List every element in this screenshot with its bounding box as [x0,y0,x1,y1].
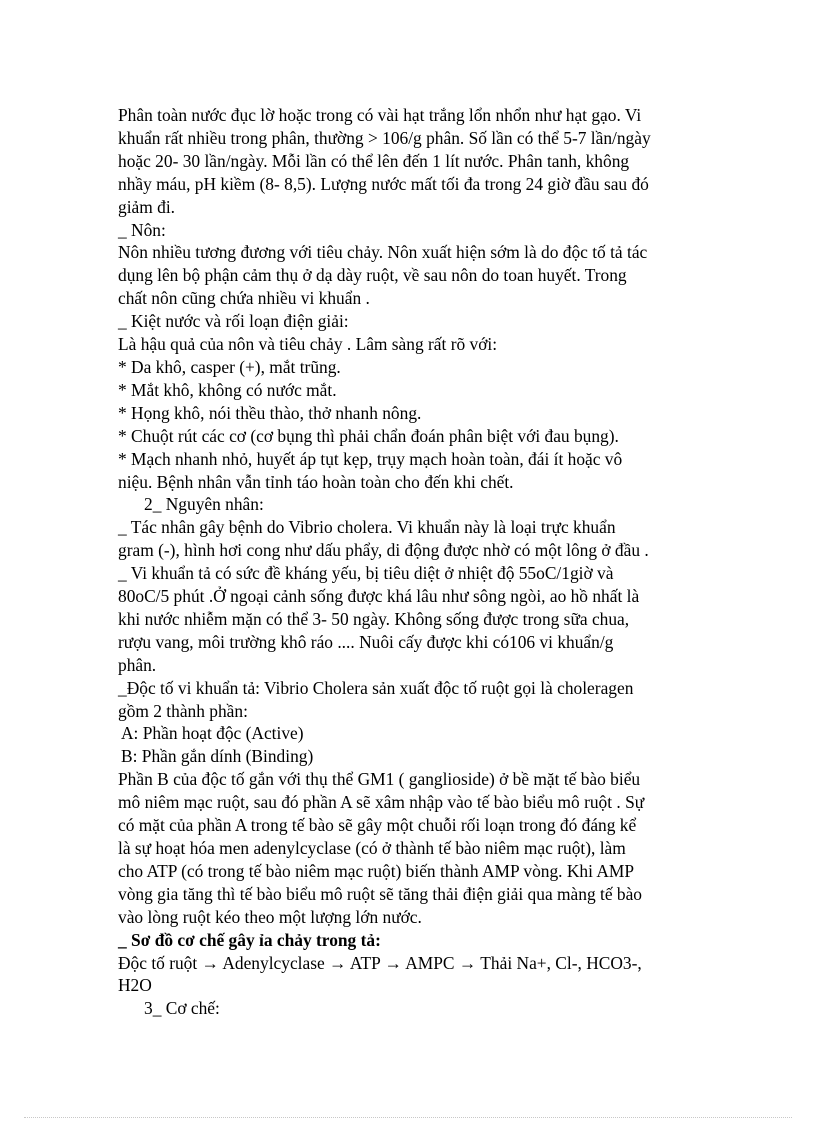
bullet-item: * Chuột rút các cơ (cơ bụng thì phải chẩn đoán phân biệt với đau bụng). [118,425,619,446]
text-line: vào lòng ruột kéo theo một lượng lớn nước. [118,906,422,927]
text-line: vòng gia tăng thì tế bào biểu mô ruột sẽ tăng thải điện giải qua màng tế bào [118,883,643,904]
text-line: là sự hoạt hóa men adenylcyclase (có ở thành tế bào niêm mạc ruột), làm [118,838,626,858]
text-line: gồm 2 thành phần: [118,700,248,721]
mechanism-flow-line: Độc tố ruột → Adenylcyclase → ATP → AMPC → Thải Na+, Cl-, HCO3-, [118,952,642,973]
section-heading-nguyen-nhan: 2_ Nguyên nhân: [144,494,264,515]
text-line: 80oC/5 phút .Ở ngoại cảnh sống được khá lâu như sông ngòi, ao hồ nhất là [118,586,640,607]
text-line: Là hậu quả của nôn và tiêu chảy . Lâm sàng rất rõ với: [118,334,498,355]
text-line: chất nôn cũng chứa nhiều vi khuẩn . [118,288,370,309]
text-line: khuẩn rất nhiều trong phân, thường > 106/g phân. Số lần có thể 5-7 lần/ngày [118,127,651,148]
text-line: khi nước nhiễm mặn có thể 3- 50 ngày. Không sống được trong sữa chua, [118,608,630,629]
bullet-item: * Mắt khô, không có nước mắt. [118,379,337,400]
text-line: rượu vang, môi trường khô ráo .... Nuôi cấy được khi có106 vi khuẩn/g [118,631,614,652]
section-heading-so-do: _ Sơ đồ cơ chế gây ỉa chảy trong tả: [118,929,381,950]
text-line: _ Tác nhân gây bệnh do Vibrio cholera. Vi khuẩn này là loại trực khuẩn [118,517,616,538]
text-line: nhầy máu, pH kiềm (8- 8,5). Lượng nước mất tối đa trong 24 giờ đầu sau đó [118,173,649,194]
bullet-item: * Mạch nhanh nhỏ, huyết áp tụt kẹp, trụy mạch hoàn toàn, đái ít hoặc vô [118,448,623,469]
text-line: có mặt của phần A trong tế bào sẽ gây một chuỗi rối loạn trong đó đáng kể [118,815,637,836]
bullet-item: * Da khô, casper (+), mắt trũng. [118,356,341,377]
section-heading-kiet-nuoc: _ Kiệt nước và rối loạn điện giải: [118,311,349,332]
text-line: mô niêm mạc ruột, sau đó phần A sẽ xâm nhập vào tế bào biểu mô ruột . Sự [118,792,645,813]
text-line: Phần B của độc tố gắn với thụ thể GM1 ( ganglioside) ở bề mặt tế bào biểu [118,769,641,790]
text-line: Phân toàn nước đục lờ hoặc trong có vài hạt trắng lổn nhổn như hạt gạo. Vi [118,105,642,125]
section-heading-co-che: 3_ Cơ chế: [144,998,220,1019]
list-item-active: A: Phần hoạt độc (Active) [121,723,304,744]
text-line: cho ATP (có trong tế bào niêm mạc ruột) biến thành AMP vòng. Khi AMP [118,860,635,881]
text-line: giảm đi. [118,196,175,217]
section-heading-non: _ Nôn: [118,219,166,240]
text-line: gram (-), hình hơi cong như dấu phẩy, di động được nhờ có một lông ở đầu . [118,540,649,561]
text-line: hoặc 20- 30 lần/ngày. Mỗi lần có thể lên đến 1 lít nước. Phân tanh, không [118,150,630,171]
text-line: Nôn nhiều tương đương với tiêu chảy. Nôn xuất hiện sớm là do độc tố tả tác [118,242,648,263]
text-line: phân. [118,654,157,675]
mechanism-flow-line: H2O [118,975,152,996]
bullet-item: * Họng khô, nói thều thào, thở nhanh nông. [118,402,422,423]
text-line: dụng lên bộ phận cảm thụ ở dạ dày ruột, về sau nôn do toan huyết. Trong [118,265,627,286]
text-line: _Độc tố vi khuẩn tả: Vibrio Cholera sản xuất độc tố ruột gọi là choleragen [118,677,634,698]
text-line: niệu. Bệnh nhân vẫn tỉnh táo hoàn toàn cho đến khi chết. [118,471,514,492]
text-line: _ Vi khuẩn tả có sức đề kháng yếu, bị tiêu diệt ở nhiệt độ 55oC/1giờ và [118,563,614,584]
page-bottom-divider [24,1117,792,1118]
list-item-binding: B: Phần gắn dính (Binding) [121,746,314,767]
document-body [118,104,708,1020]
